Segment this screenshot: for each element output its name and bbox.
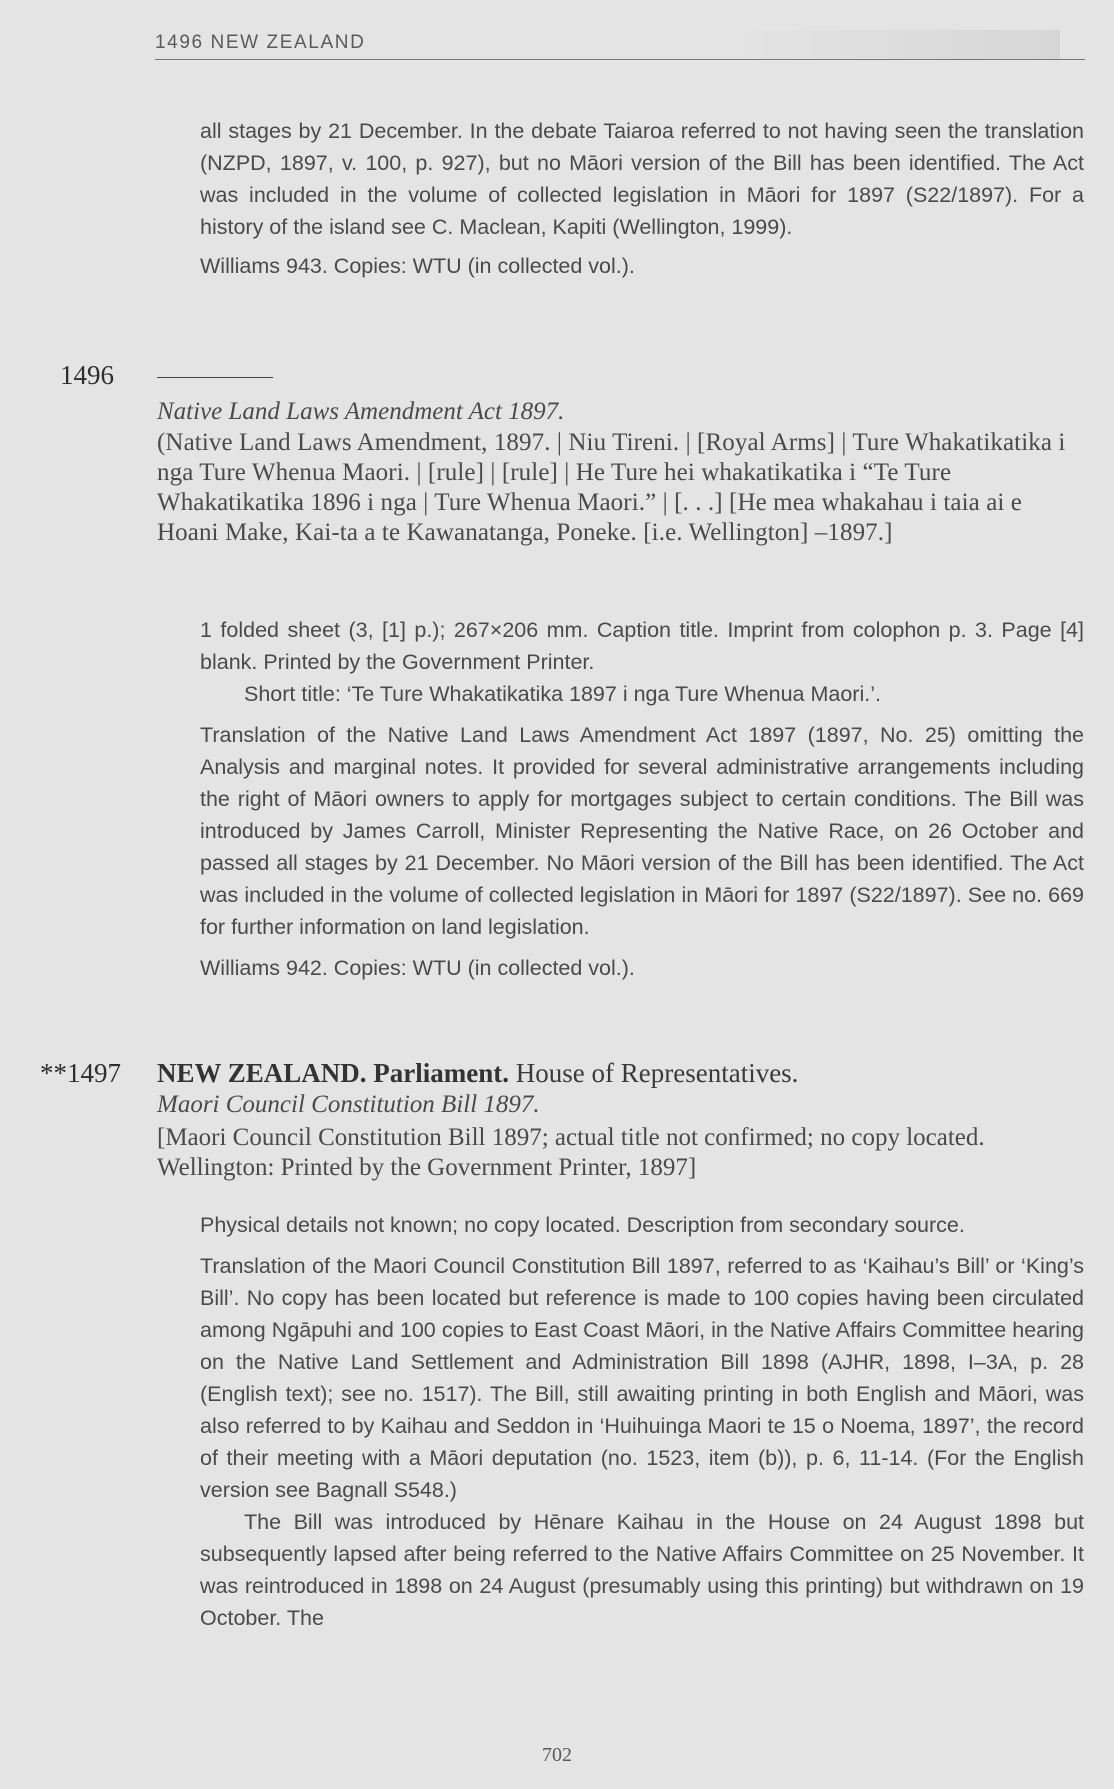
short-title: Short title: ‘Te Ture Whakatikatika 1897 i nga Ture Whenua Maori.’. (244, 682, 881, 706)
title-transcription: [Maori Council Constitution Bill 1897; actual title not confirmed; no copy located. Wellington: Printed by the Government Printer, 1897] (157, 1124, 985, 1181)
running-head: 1496 NEW ZEALAND (155, 32, 1085, 60)
entry-title: Maori Council Constitution Bill 1897. (157, 1091, 540, 1118)
title-transcription: (Native Land Laws Amendment, 1897. | Niu Tireni. | [Royal Arms] | Ture Whakatikatika i nga Ture Whenua Maori. | [rule] | [rule] | He Ture hei whakatikatika i “Te Ture Whakatikatika 1896 i nga | Ture Whenua Maori.” | [. . .] [He mea whakahau i taia ai e Hoani Make, Kai-ta a te Kawanatanga, Poneke. [i.e. Wellington] –1897.] (157, 429, 1066, 546)
entry-1496-body (157, 398, 1084, 548)
entry-number: 1496 (60, 360, 114, 390)
heading-rest: House of Representatives. (509, 1058, 799, 1088)
note-paragraph: Translation of the Native Land Laws Amendment Act 1897 (1897, No. 25) omitting the Analysis and marginal notes. It provided for several administrative arrangements including the right of Māori owners to apply for mortgages subject to certain conditions. The Bill was introduced by James Carroll, Minister Representing the Native Race, on 26 October and passed all stages by 21 December. No Māori version of the Bill has been identified. The Act was included in the volume of collected legislation in Māori for 1897 (S22/1897). See no. 669 for further information on land legislation. (200, 723, 1084, 939)
entry-number: **1497 (40, 1058, 121, 1088)
ditto-rule (157, 377, 273, 378)
entry-title: Native Land Laws Amendment Act 1897. (157, 398, 565, 425)
entry-previous-continuation (200, 115, 1084, 282)
heading-bold: NEW ZEALAND. Parliament. (157, 1058, 510, 1088)
refs-paragraph: Williams 943. Copies: WTU (in collected vol.). (200, 254, 635, 278)
entry-1497-body (157, 1058, 1084, 1183)
entry-1496-notes (200, 614, 1084, 984)
note-paragraph: Translation of the Maori Council Constitution Bill 1897, referred to as ‘Kaihau’s Bill’ or ‘King’s Bill’. No copy has been located but reference is made to 100 copies having been circulated among Ngāpuhi and 100 copies to East Coast Māori, in the Native Affairs Committee hearing on the Native Land Settlement and Administration Bill 1898 (AJHR, 1898, I–3A, p. 28 (English text); see no. 1517). The Bill, still awaiting printing in both English and Māori, was also referred to by Kaihau and Seddon in ‘Huihuinga Maori te 15 o Noema, 1897’, the record of their meeting with a Māori deputation (no. 1523, item (b)), p. 6, 11-14. (For the English version see Bagnall S548.) (200, 1254, 1084, 1502)
refs-paragraph: Williams 942. Copies: WTU (in collected vol.). (200, 956, 635, 980)
physical-description: 1 folded sheet (3, [1] p.); 267×206 mm. Caption title. Imprint from colophon p. 3. Page [4] blank. Printed by the Government Printer. (200, 618, 1084, 674)
page-number: 702 (542, 1744, 572, 1766)
note-paragraph: The Bill was introduced by Hēnare Kaihau in the House on 24 August 1898 but subsequently lapsed after being referred to the Native Affairs Committee on 25 November. It was reintroduced in 1898 on 24 August (presumably using this printing) but withdrawn on 19 October. The (200, 1510, 1084, 1630)
note-paragraph: all stages by 21 December. In the debate Taiaroa referred to not having seen the translation (NZPD, 1897, v. 100, p. 927), but no Māori version of the Bill has been identified. The Act was included in the volume of collected legislation in Māori for 1897 (S22/1897). For a history of the island see C. Maclean, Kapiti (Wellington, 1999). (200, 119, 1084, 239)
physical-description: Physical details not known; no copy located. Description from secondary source. (200, 1213, 965, 1237)
entry-1497-notes (200, 1209, 1084, 1634)
entry-heading (157, 1058, 1084, 1089)
